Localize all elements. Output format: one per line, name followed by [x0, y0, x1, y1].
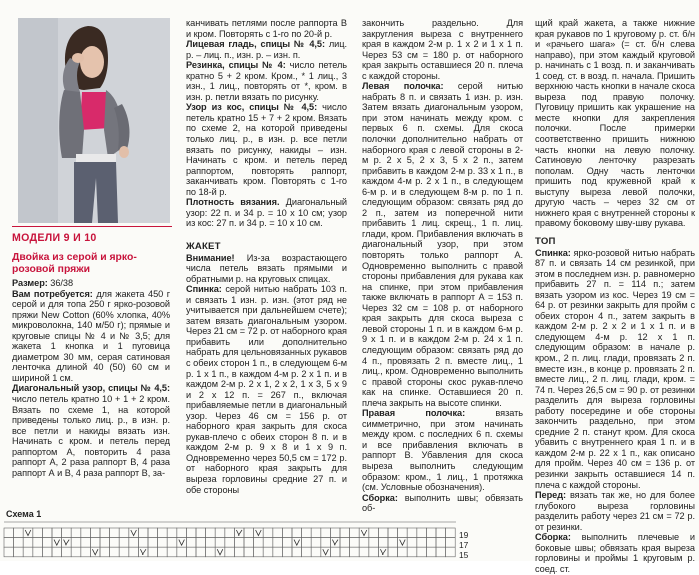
chart-cell [138, 538, 148, 548]
column-2 [186, 18, 347, 229]
left-front-text: серой нитью набрать 8 п. и связать 1 изн. р. изн. Затем вязать диагональным узором, при этом начинать между кром. с первых 6 п. схемы. Для скоса полочки дополнительно набрать от наборного края с левой стороны в 2-м р. 2 х 5, 2 х 3, 5 х 2 п., затем прибавить в каждом 2-м р. 33 х 1 п., в каждом 4-м р. 2 х 1 п., в следующем 6-м р. и в следующем 8-м р. по 1 п. следующим образом: связать ряд до 2 п., затем из поперечной нити прибавить 1 лиц. скрещ., 1 п. лиц. глади, кром. Прибавления включать в диагональный узор, при этом повторять только раппорт А. Одновременно выполнить с правой стороны прибавления для рукава как на спинке, при этом прибавления также включать в раппорт А = 153 п. Через 32 см = 108 р. от наборного края закрыть для скоса выреза с левой стороны 1 п. и в каждом 6-м р. 9 х 1 п. и в каждом 2-м р. 24 х 1 п. следующим образом: связать ряд до 4 п., провязать 2 п. вместе лиц., 1 лиц., кром. Одновременно выполнить с правой стороны скос рукав-плечо как на спинке. Оставшиеся 20 п. плеча закрыть на высоте спинки. [362, 81, 524, 408]
chart-cell [369, 547, 379, 557]
chart-cell [4, 538, 14, 548]
chart-cell [359, 538, 369, 548]
attention-text: Из-за возрастающего числа петель вязать прямыми и обратными р. на круговых спицах. [186, 252, 347, 284]
model-title: Двойка из серой и ярко-розовой пряжи [12, 252, 137, 275]
jacket-back-cont: закончить раздельно. Для закругления выреза с внутреннего края в каждом 2-м р. 1 х 2 и 1 х 1 п. Через 53 см = 180 р. от наборного края закрыть оставшиеся 20 п. плеча с каждой стороны. [362, 18, 523, 81]
chart-cell [186, 538, 196, 548]
top-back-text: ярко-розовой нитью набрать 87 п. и связать 14 см резинкой, при этом в последнем изн. р. равномерно прибавить 27 п. = 114 п.; затем вязать узором из кос. Через 19 см = 64 р. от резинки закрыть для пройм с обеих сторон 4 п., затем закрыть в каждом 2-м р. 2 х 2 и 1 х 1 п. и в следующем 4-м р. 12 х 1 п. следующим образом: в начале р. кром., 2 п. лиц. глади, провязать 2 п. вместе изн., в конце р. провязать 2 п. вместе лиц., 2 п. лиц. глади, кром. = 74 п. Через 26,5 см = 90 р. от резинки разделить для выреза горловины работу посередине и обе стороны закончить раздельно, при этом средние 2 п. станут кром. Для скоса убавить с внутреннего края 1 п. и в каждом 2-м р. 22 х 1 п., как описано для пройм. Через 40 см = 136 р. от резинки закрыть оставшиеся 14 п. плеча с каждой стороны. [535, 247, 695, 490]
chart-cell [100, 547, 110, 557]
chart-cell [177, 547, 187, 557]
chart-cell [436, 528, 446, 538]
chart-cell [321, 538, 331, 548]
chart-cell [378, 528, 388, 538]
chart-cell [388, 538, 398, 548]
chart-cell [100, 538, 110, 548]
chart-cell [110, 547, 120, 557]
chart-cell [234, 538, 244, 548]
chart-cell [196, 547, 206, 557]
chart-cell [311, 547, 321, 557]
chart-cell [417, 538, 427, 548]
chart-twist-symbol [140, 549, 146, 555]
chart-cell [369, 528, 379, 538]
chart-cell [215, 528, 225, 538]
column-3 [362, 18, 523, 514]
model-photo [18, 18, 170, 223]
chart-cell [196, 538, 206, 548]
chart-cell [263, 538, 273, 548]
chart-cell [110, 528, 120, 538]
chart-cell [388, 528, 398, 538]
chart-cell [282, 547, 292, 557]
chart-cell [254, 547, 264, 557]
chart-cell [206, 538, 216, 548]
chart-cell [23, 547, 33, 557]
chart-cell [321, 528, 331, 538]
chart-cell [302, 547, 312, 557]
chart-cell [407, 547, 417, 557]
chart-cell [42, 547, 52, 557]
chart-cell [330, 538, 340, 548]
chart-cell [23, 538, 33, 548]
chart-cell [398, 528, 408, 538]
chart-cell [282, 528, 292, 538]
chart-cell [446, 538, 456, 548]
chart-decrease-symbol [361, 530, 367, 536]
chart-cell [110, 538, 120, 548]
chart-cell [369, 538, 379, 548]
chart-cell [292, 547, 302, 557]
chart-decrease-symbol [25, 530, 31, 536]
chart-cell [148, 528, 158, 538]
chart-cell [311, 538, 321, 548]
top-front-text: вязать так же, но для более глубокого выреза горловины разделить работу через 21 см = 72 р. от резинки. [535, 490, 695, 532]
jacket-assembly-label: Сборка: [362, 492, 398, 503]
chart-cell [426, 547, 436, 557]
model-heading: МОДЕЛИ 9 И 10 [12, 232, 97, 244]
chart-cell [388, 547, 398, 557]
column-2-jacket [186, 242, 347, 495]
chart-cell [158, 538, 168, 548]
cable-pattern-text: число петель кратно 15 + 7 + 2 кром. Вязать по схеме 2, на которой приведены только лиц. р., в изн. р. все петли вязать по рисунку, накиды – изн. Начинать с кром. и петель перед раппортом, повторять раппорт, заканчивать кром. Повторять с 1-го по 18-й р. [186, 102, 347, 197]
chart-cell [71, 547, 81, 557]
stockinette-text: лиц. р. – лиц. п., изн. р. – изн. п. [186, 39, 347, 60]
chart-cell [158, 528, 168, 538]
chart-cell [62, 528, 72, 538]
chart-cell [407, 538, 417, 548]
chart-cell [417, 547, 427, 557]
chart-cell [52, 528, 62, 538]
chart-row-number: 19 [459, 530, 469, 540]
model-illustration [18, 18, 170, 223]
chart-twist-symbol [332, 540, 338, 546]
chart-cell [52, 547, 62, 557]
chart-cell [119, 528, 129, 538]
diagonal-pattern-text: число петель кратно 10 + 1 + 2 кром. Вязать по схеме 1, на которой приведены только лиц. р., в изн. р. все петли и накиды вязать изн. Начинать с кром. и петель перед раппортом А, повторить 4 раза раппорт А, 2 раза раппорт В, 4 раза раппорт А и В, 4 раза раппорт В, за- [12, 394, 170, 478]
chart-cell [206, 528, 216, 538]
chart-cell [359, 547, 369, 557]
chart-cell [350, 528, 360, 538]
chart-cell [167, 528, 177, 538]
diagonal-pattern-label: Диагональный узор, спицы № 4,5: [12, 383, 170, 394]
chart-cell [407, 528, 417, 538]
chart-cell [340, 528, 350, 538]
chart-cell [234, 547, 244, 557]
left-front-label: Левая полочка: [362, 81, 444, 92]
chart-cell [42, 538, 52, 548]
chart-cell [119, 547, 129, 557]
chart-cell [350, 547, 360, 557]
chart-cell [138, 547, 148, 557]
chart-decrease-symbol [131, 530, 137, 536]
chart-cell [436, 538, 446, 548]
chart-cell [33, 538, 43, 548]
rib-text: число петель кратно 5 + 2 кром. Кром., * 1 лиц., 3 изн., 1 лиц., повторять от *, кром. в изн. р. петли вязать по рисунку. [186, 60, 347, 102]
jacket-back-text: серой нитью набрать 103 п. и связать 1 изн. р. изн. (этот ряд не учитывается при дальнейшем счете); затем вязать диагональным узором. Через 21 см = 72 р. от наборного края прибавить или дополнительно набрать для цельновязанных рукавов с обеих сторон 1 п., в следующем 6-м р. 1 х 1 п., в каждом 4-м р. 2 х 1 п. и в каждом 2-м р. 2 х 1, 2 х 2, 1 х 3, 5 х 9 и 2 х 12 п. = 267 п., включая прибавляемые петли в диагональный узор. Через 46 см = 156 р. от наборного края закрыть для скоса рукав-плечо с обеих сторон 8 п. и в каждом 2-м р. 9 х 8 и 1 х 9 п. Одновременно через 50,5 см = 172 р. от наборного края закрыть для выреза горловины средние 27 п. и обе стороны [186, 284, 347, 495]
chart-cell [196, 528, 206, 538]
column-4 [535, 18, 695, 229]
chart-cell [167, 547, 177, 557]
top-assembly-text: выполнить плечевые и боковые швы; обвязать края выреза горловины и проймы 1 круговым р. соед. ст. [535, 532, 695, 574]
knitting-chart [0, 508, 699, 561]
chart-cell [215, 538, 225, 548]
right-front-text: вязать симметрично, при этом начинать между кром. с последних 6 п. схемы и все прибавления включать в раппорт В. Убавления для скоса выреза выполнить следующим образом: кром., 1 лиц., 1 протяжка (см. Условные обозначения). [362, 408, 523, 493]
chart-cell [119, 538, 129, 548]
chart-cell [177, 528, 187, 538]
chart-cell [148, 538, 158, 548]
chart-cell [244, 547, 254, 557]
materials-label: Вам потребуется: [12, 288, 93, 299]
chart-cell [14, 528, 24, 538]
chart-cell [14, 547, 24, 557]
attention-label: Внимание! [186, 252, 235, 263]
chart-cell [378, 538, 388, 548]
heading-rule [12, 226, 172, 227]
chart-cell [158, 547, 168, 557]
chart-twist-symbol [236, 530, 242, 536]
top-back-label: Спинка: [535, 247, 571, 258]
chart-decrease-symbol [179, 540, 185, 546]
chart-cell [244, 538, 254, 548]
jacket-heading: ЖАКЕТ [186, 241, 221, 252]
gauge-label: Плотность вязания. [186, 197, 280, 208]
chart-cell [81, 528, 91, 538]
chart-cell [4, 528, 14, 538]
chart-cell [90, 528, 100, 538]
right-front-label: Правая полочка: [362, 408, 466, 419]
top-assembly-label: Сборка: [535, 532, 571, 543]
chart-cell [71, 538, 81, 548]
chart-cell [167, 538, 177, 548]
chart-cell [446, 547, 456, 557]
chart-cell [186, 528, 196, 538]
chart-cell [62, 538, 72, 548]
chart-cell [302, 538, 312, 548]
chart-cell [129, 547, 139, 557]
chart-cell [426, 528, 436, 538]
stockinette-label: Лицевая гладь, спицы № 4,5: [186, 39, 325, 50]
chart-cell [234, 528, 244, 538]
jacket-assembly-text: выполнить швы; обвязать об- [362, 492, 523, 514]
chart-cell [330, 547, 340, 557]
chart-cell [292, 528, 302, 538]
chart-cell [340, 538, 350, 548]
chart-cell [148, 547, 158, 557]
chart-cell [254, 538, 264, 548]
chart-decrease-symbol [54, 540, 60, 546]
chart-cell [100, 528, 110, 538]
chart-cell [33, 547, 43, 557]
chart-cell [282, 538, 292, 548]
cable-pattern-label: Узор из кос, спицы № 4,5: [186, 102, 318, 113]
chart-cell [206, 547, 216, 557]
gauge-text: Диагональный узор: 22 п. и 34 р. = 10 х 10 см; узор из кос: 27 п. и 34 р. = 10 х 10 см. [186, 197, 347, 229]
chart-cell [417, 528, 427, 538]
chart-cell [33, 528, 43, 538]
chart-cell [225, 538, 235, 548]
chart-cell [340, 547, 350, 557]
chart-cell [71, 528, 81, 538]
size-label: Размер: [12, 278, 48, 288]
chart-cell [81, 547, 91, 557]
chart-cell [273, 547, 283, 557]
chart-cell [225, 547, 235, 557]
chart-decrease-symbol [256, 530, 262, 536]
materials-text: для жакета 450 г серой и для топа 250 г ярко-розовой пряжи New Cotton (60% хлопка, 40% микроволокна, 140 м/50 г); прямые и круговые спицы № 4 и № 3,5; для жакета 1 кнопка и 1 пуговица диаметром 30 мм, серая сатиновая ленточка длиной 40 (50) 60 см и шириной 1 см. [12, 288, 171, 383]
chart-cell [446, 528, 456, 538]
chart-twist-symbol [64, 540, 70, 546]
chart-cell [81, 538, 91, 548]
chart-decrease-symbol [323, 549, 329, 555]
chart-decrease-symbol [92, 549, 98, 555]
top-front-label: Перед: [535, 490, 567, 501]
diagonal-pattern-cont: канчивать петлями после раппорта В и кром. Повторять с 1-го по 20-й р. [186, 18, 347, 39]
chart-cell [302, 528, 312, 538]
chart-cell [436, 547, 446, 557]
chart-cell [350, 538, 360, 548]
schema-label: Схема 1 [6, 509, 42, 519]
chart-cell [398, 547, 408, 557]
chart-cell [225, 528, 235, 538]
chart-cell [186, 547, 196, 557]
chart-cell [263, 547, 273, 557]
chart-decrease-symbol [294, 540, 300, 546]
chart-cell [273, 528, 283, 538]
chart-decrease-symbol [217, 549, 223, 555]
chart-cell [14, 538, 24, 548]
chart-twist-symbol [380, 549, 386, 555]
jacket-back-label: Спинка: [186, 284, 222, 295]
chart-cell [378, 547, 388, 557]
chart-row-number: 17 [459, 540, 469, 550]
chart-cell [263, 528, 273, 538]
chart-cell [311, 528, 321, 538]
chart-cell [273, 538, 283, 548]
chart-cell [4, 547, 14, 557]
top-heading: ТОП [535, 236, 556, 247]
chart-decrease-symbol [400, 540, 406, 546]
jacket-assembly-cont: щий край жакета, а также нижние края рукавов по 1 круговому р. ст. б/н и «рачьего шага» (= ст. б/н слева направо), при этом каждый круговой р. начинать с 1 возд. п. и заканчивать 1 соед. ст. в возд. п. начала. Пришить верхнюю часть кнопки в начале скоса выреза под правую полочку. Пуговицу пришить как украшение на месте кнопки для закрепления полочки. После примерки соответственно пришить нижнюю часть кнопки на левую полочку. Сатиновую ленточку разрезать пополам. Одну часть ленточки пришить под кружевной край к выступу выреза левой полочки, другую часть – через 32 см от нижнего края с внутренней стороны к правому боковому шву-шву рукава. [535, 18, 695, 229]
chart-cell [62, 547, 72, 557]
chart-cell [138, 528, 148, 538]
chart-cell [244, 528, 254, 538]
chart-cell [42, 528, 52, 538]
chart-cell [90, 538, 100, 548]
rib-label: Резинка, спицы № 4: [186, 60, 286, 71]
chart-cell [426, 538, 436, 548]
column-1 [12, 278, 170, 478]
chart-cell [330, 528, 340, 538]
size-value: 36/38 [47, 278, 74, 288]
chart-row-number: 15 [459, 550, 469, 560]
chart-cell [129, 538, 139, 548]
